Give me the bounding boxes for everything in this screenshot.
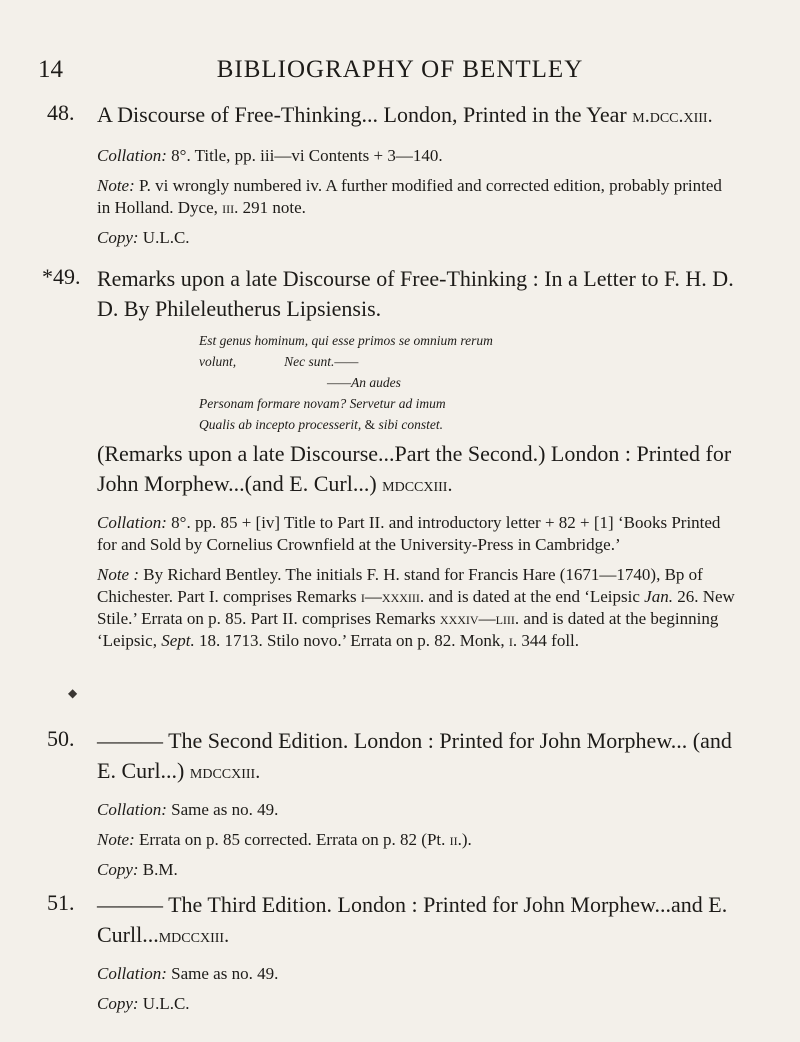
entry-title: A Discourse of Free-Thinking... London, Printed in the Year m.dcc.xiii. — [97, 102, 713, 127]
entry-number: 50. — [47, 726, 75, 751]
entry-number: *49. — [42, 264, 81, 289]
note: Note: Errata on p. 85 corrected. Errata on p. 82 (Pt. ii.). — [97, 830, 472, 849]
epigraph: Est genus hominum, qui esse primos se omnium rerum volunt, Nec sunt.—— ——An audes Personam formare novam? Servetur ad imum Qualis ab incepto processerit, & sibi constet. — [199, 333, 493, 432]
copy: Copy: B.M. — [97, 860, 178, 879]
collation: Collation: Same as no. 49. — [97, 964, 279, 983]
note: Note : By Richard Bentley. The initials F. H. stand for Francis Hare (1671—1740), Bp of Chichester. Part I. comprises Remarks i—xxxiii. and is dated at the end ‘Leipsic Jan. 26. New Stile.’ Errata on p. 85. Part II. comprises Remarks xxxiv—liii. and is dated at the beginning ‘Leipsic, Sept. 18. 1713. Stilo novo.’ Errata on p. 82. Monk, i. 344 foll. — [97, 565, 735, 650]
entry-number: 48. — [47, 100, 75, 125]
entry-title: ——— The Third Edition. London : Printed for John Morphew...and E. Curll...mdccxiii. — [97, 892, 728, 947]
margin-mark: ◆ — [68, 686, 78, 700]
page-number: 14 — [38, 56, 63, 83]
page-header — [0, 56, 800, 86]
collation: Collation: 8°. pp. 85 + [iv] Title to Part II. and introductory letter + 82 + [1] ‘Books Printed for and Sold by Cornelius Crownfield at the University-Press in Cambridge.’ — [97, 513, 721, 554]
note: Note: P. vi wrongly numbered iv. A further modified and corrected edition, probably printed in Holland. Dyce, iii. 291 note. — [97, 176, 722, 217]
entry-50 — [47, 726, 737, 881]
entry-title: ——— The Second Edition. London : Printed for John Morphew... (and E. Curl...) mdccxiii. — [97, 728, 732, 783]
entry-48 — [47, 100, 737, 249]
copy: Copy: U.L.C. — [97, 228, 190, 247]
entry-title: Remarks upon a late Discourse of Free-Thinking : In a Letter to F. H. D. D. By Phileleutherus Lipsiensis. — [97, 266, 734, 321]
entry-number: 51. — [47, 890, 75, 915]
entry-51 — [47, 890, 737, 1015]
entry-subtitle: (Remarks upon a late Discourse...Part the Second.) London : Printed for John Morphew...(and E. Curl...) mdccxiii. — [97, 441, 732, 496]
collation: Collation: 8°. Title, pp. iii—vi Contents + 3—140. — [97, 146, 443, 165]
collation: Collation: Same as no. 49. — [97, 800, 279, 819]
copy: Copy: U.L.C. — [97, 994, 190, 1013]
running-title: BIBLIOGRAPHY OF BENTLEY — [216, 56, 584, 83]
entry-49 — [42, 264, 737, 652]
